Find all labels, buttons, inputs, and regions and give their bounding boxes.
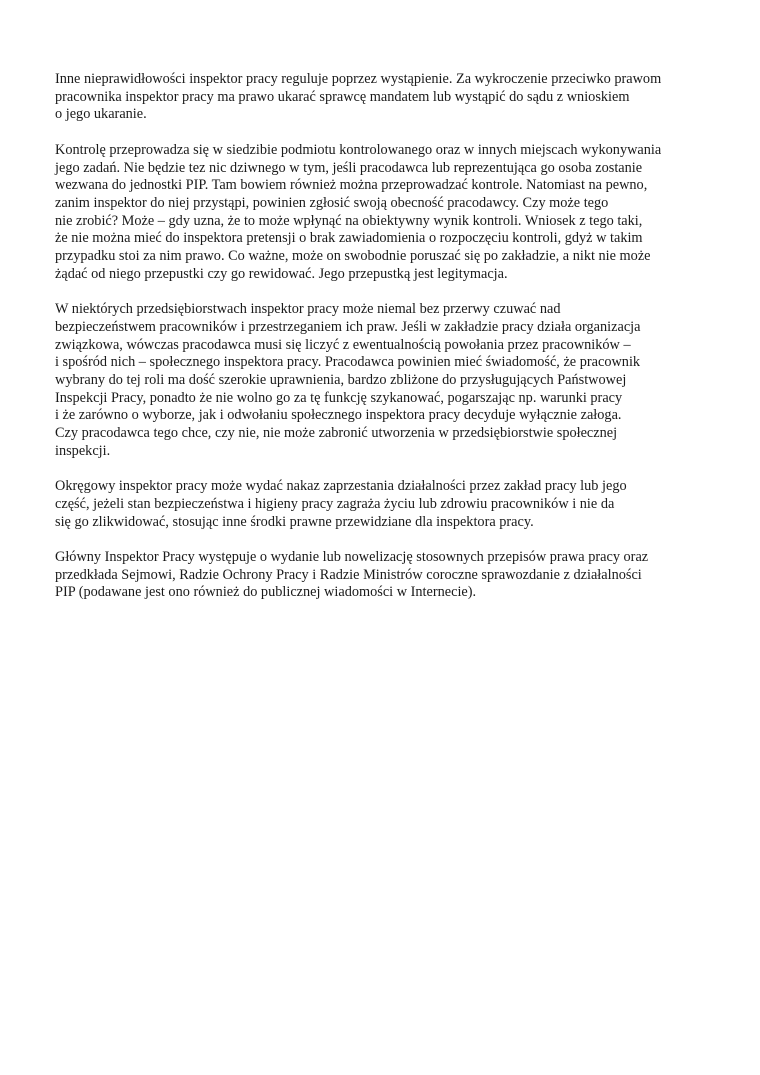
text-line: pracownika inspektor pracy ma prawo ukarać sprawcę mandatem lub wystąpić do sądu z wnioskiem <box>55 88 630 105</box>
document-body <box>55 71 715 620</box>
text-line: Kontrolę przeprowadza się w siedzibie podmiotu kontrolowanego oraz w innych miejscach wykonywania <box>55 141 662 158</box>
text-line: Okręgowy inspektor pracy może wydać nakaz zaprzestania działalności przez zakład pracy lub jego <box>55 478 627 495</box>
paragraph-social-inspector <box>55 301 715 460</box>
text-line: zanim inspektor do niej przystąpi, powinien zgłosić swoją obecność pracodawcy. Czy może tego <box>55 194 609 211</box>
text-line: przypadku stoi za nim prawo. Co ważne, może on swobodnie poruszać się po zakładzie, a nikt nie może <box>55 248 651 265</box>
paragraph-inspection-location <box>55 142 715 284</box>
text-line: bezpieczeństwem pracowników i przestrzeganiem ich praw. Jeśli w zakładzie pracy działa organizacja <box>55 318 641 335</box>
text-line: że nie można mieć do inspektora pretensji o brak zawiadomienia o rozpoczęciu kontroli, gdyż w takim <box>55 230 643 247</box>
text-line: część, jeżeli stan bezpieczeństwa i higieny pracy zagraża życiu lub zdrowiu pracowników i nie da <box>55 495 615 512</box>
text-line: jego zadań. Nie będzie tez nic dziwnego w tym, jeśli pracodawca lub reprezentująca go osoba zostanie <box>55 159 643 176</box>
text-line: W niektórych przedsiębiorstwach inspektor pracy może niemal bez przerwy czuwać nad <box>55 301 561 318</box>
text-line: związkowa, wówczas pracodawca musi się liczyć z ewentualnością powołania przez pracowników – <box>55 336 631 353</box>
text-line: przedkłada Sejmowi, Radzie Ochrony Pracy i Radzie Ministrów coroczne sprawozdanie z działalności <box>55 566 642 583</box>
text-line: Główny Inspektor Pracy występuje o wydanie lub nowelizację stosownych przepisów prawa pracy oraz <box>55 548 649 565</box>
text-line: Inspekcji Pracy, ponadto że nie wolno go za tę funkcję szykanować, pogarszając np. warunki pracy <box>55 389 623 406</box>
text-line: wezwana do jednostki PIP. Tam bowiem również można przeprowadzać kontrole. Natomiast na pewno, <box>55 177 648 194</box>
text-line: wybrany do tej roli ma dość szerokie uprawnienia, bardzo zbliżone do przysługujących Państwowej <box>55 371 627 388</box>
text-line: się go zlikwidować, stosując inne środki prawne przewidziane dla inspektora pracy. <box>55 513 534 530</box>
text-line: i że zarówno o wyborze, jak i odwołaniu społecznego inspektora pracy decyduje wyłącznie załoga. <box>55 407 622 424</box>
text-line: o jego ukaranie. <box>55 106 147 123</box>
text-line: żądać od niego przepustki czy go rewidować. Jego przepustką jest legitymacja. <box>55 265 508 282</box>
text-line: Inne nieprawidłowości inspektor pracy reguluje poprzez wystąpienie. Za wykroczenie przeciwko prawom <box>55 71 662 87</box>
paragraph-violations <box>55 71 715 124</box>
text-line: i spośród nich – społecznego inspektora pracy. Pracodawca powinien mieć świadomość, że pracownik <box>55 354 641 371</box>
text-line: PIP (podawane jest ono również do publicznej wiadomości w Internecie). <box>55 584 477 601</box>
text-line: inspekcji. <box>55 442 111 459</box>
paragraph-chief-inspector <box>55 549 715 602</box>
paragraph-district-inspector <box>55 478 715 531</box>
text-line: Czy pracodawca tego chce, czy nie, nie może zabronić utworzenia w przedsiębiorstwie społecznej <box>55 425 618 442</box>
text-line: nie zrobić? Może – gdy uzna, że to może wpłynąć na obiektywny wynik kontroli. Wniosek z tego taki, <box>55 212 643 229</box>
